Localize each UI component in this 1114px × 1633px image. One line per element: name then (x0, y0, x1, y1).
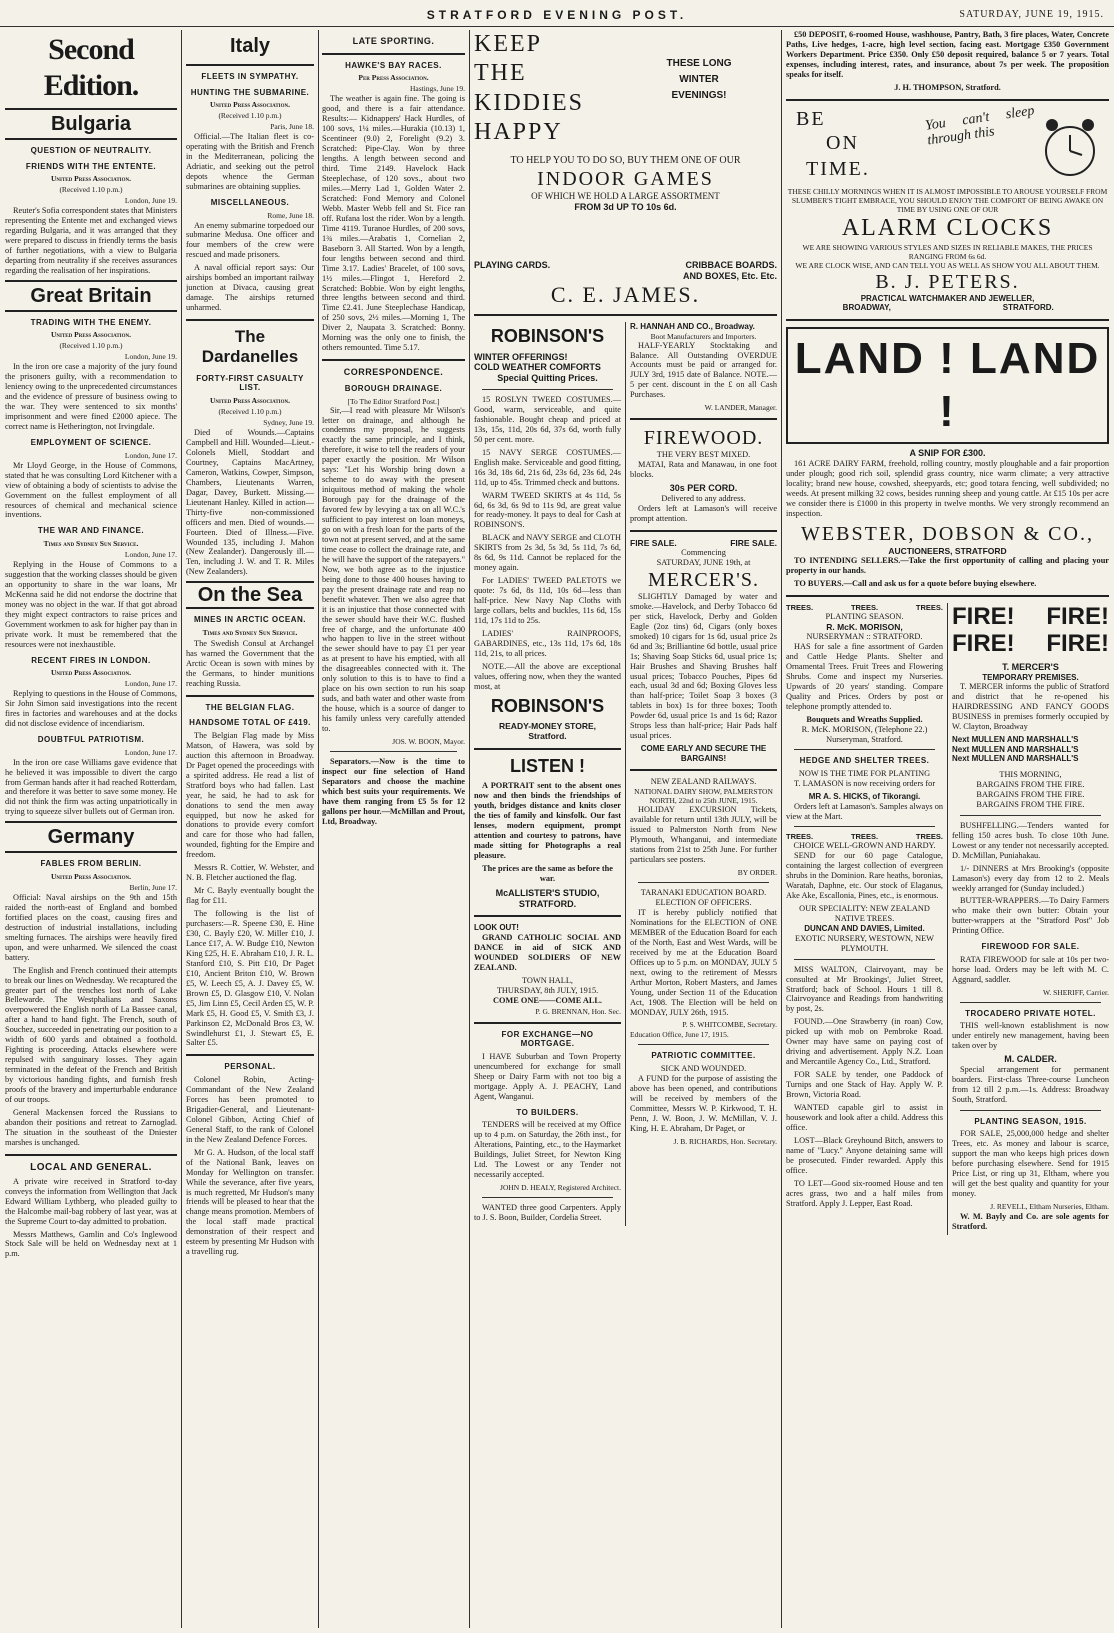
trees-send: SEND for our 60 page Catalogue, containing the largest collection of evergreen shrubs in the Dominion. Rare heaths, boronias, Waratah, Daphne, etc. Our stock of Elaganus, Ake Ake, Escallonia, Pines, etc., is enormous. (786, 851, 943, 901)
dinner-ad: 1/- DINNERS at Mrs Brooking's (opposite Lamason's) every day from 12 to 2. Meals weekly arranged for (Sunday included.) (952, 863, 1109, 893)
article-body: Replying in the House of Commons to a suggestion that the working classes should be given an opportunity to share in the war loans, Mr McKenna said he did not endorse the doctrine that money was no object in the war. If that got abroad they might expect contractors to raise prices and Government workmen to ask for higher pay than in private work. It must be remembered that the resources were not inexhaustible. (5, 560, 177, 649)
firewood-body: MATAI, Rata and Manawau, in one foot blocks. (630, 460, 777, 480)
article-body: Messrs Matthews, Gamlin and Co's Inglewood Stock Sale will be held on Wednesday next at 1 p.m. (5, 1229, 177, 1259)
bush-ad: BUSHFELLING.—Tenders wanted for felling 150 acres bush. To close 10th June. Lowest or any tender not necessarily accepted. D. McMillan, Puniahakau. (952, 820, 1109, 860)
article-body: An enemy submarine torpedoed our submarine Medusa. One officer and four members of the crew were rescued and made prisoners. (186, 220, 314, 260)
mercer-name: T. MERCER'S (1002, 662, 1059, 673)
separators-ad: Separators.—Now is the time to inspect our fine selection of Hand Separators and choose the machine which best suits your requirements. We have them ranging from £5 5s for 12 gallons per hour.—McMillan and Prout, Ltd, Broadway. (322, 757, 465, 826)
builders-heading: TO BUILDERS. (516, 1107, 579, 1117)
column-2 (186, 30, 314, 1628)
butter-ad: BUTTER-WRAPPERS.—To Dairy Farmers who make their own butter: Obtain your butter-wrappers at the "Stratford Post" Job Printing Office. (952, 896, 1109, 936)
article-body: A naval official report says: Our airships bombed an important railway junction at Divaca, causing great damage. The airships returned unharmed. (186, 263, 314, 313)
divider (186, 64, 314, 66)
land-snip: A SNIP FOR £300. (909, 448, 986, 459)
agency-line: United Press Association. (210, 396, 290, 406)
found-ad: FOUND.—One Strawberry (in roan) Cow, picked up with mob on Pembroke Road. Owner may have same on paying cost of driving and advertisement. Apply N.Z. Loan and Mercantile Agency Co., Ltd., Stratford. (786, 1017, 943, 1067)
agency-line: Times and Sydney Sun Service. (43, 539, 139, 549)
next-line: Next MULLEN AND MARSHALL'S (952, 735, 1079, 745)
lookout-body: GRAND CATHOLIC SOCIAL AND DANCE in aid of SICK AND WOUNDED SOLDIERS OF NEW ZEALAND. (474, 932, 621, 972)
hedge-now: NOW IS THE TIME FOR PLANTING (798, 769, 931, 779)
firewood-sub: THE VERY BEST MIXED. (656, 450, 751, 460)
keep-line-3: KIDDIES (474, 89, 584, 116)
article-body: The Belgian Flag made by Miss Matson, of Hawera, was sold by auction this afternoon in Broadway. Dr Paget opened the proceedings with a spirited address. He read a list of Stratford boys who had fallen. Last year, he said, he had to ask for donations to send the men away equipped, but now he asked for donations to provide every comfort and care for those who had fallen, wounded, fighting for the Empire and freedom. (186, 730, 314, 860)
italy-sub2: HUNTING THE SUBMARINE. (190, 87, 310, 97)
fire-word: FIRE! (1046, 602, 1109, 630)
divider (186, 319, 314, 321)
fire-row-2 (952, 630, 1109, 658)
webster-dobson: WEBSTER, DOBSON & CO., (801, 522, 1094, 545)
hannah-body: HALF-YEARLY Stocktaking and Balance. All Outstanding OVERDUE Accounts must be paid or arranged for. JULY 3rd, 1915 date of Balance. NOTE.—5 per cent. discount in the £ on all Cash Purchases. (630, 340, 777, 400)
robinsons-note: NOTE.—All the above are exceptional values, offering now, when they the wanted most, at (474, 661, 621, 691)
ce-james: C. E. JAMES. (550, 281, 701, 307)
divider (960, 1110, 1101, 1111)
divider (630, 769, 777, 771)
firewood-orders: Orders left at Lamason's will receive prompt attention. (630, 503, 777, 523)
firesale-body: SLIGHTLY Damaged by water and smoke.—Havelock, and Derby Tobacco 6d per stick, Havelock, Derby and Golden Eagle (2oz tins) 6d, Cigars (only boxes smoked) 10 cigars for 1s 6d, usual price 2s 6d and 3s; Brilliantine 6d bottle, usual price 1s; Shaving Soap Sticks 6d, usual price 1s; Hair Brushes and Shaving Brushes half usual prices; Tobacco Pouches, Pipes 6d each, usual 3d and 6d; Boxing Gloves less than half-price; Toilet Soap 3 boxes (3 tablets in box) 1s for three boxes; Tooth Powder 6d, usual price 1s and 1s 6d; Razor Strops less than half-price; Hair Pads half usual prices. (630, 591, 777, 741)
gb-sub3: THE WAR AND FINANCE. (37, 526, 145, 536)
peters-addr2: STRATFORD. (1002, 303, 1054, 313)
on-text: ON (826, 131, 859, 154)
exotic-nursery: EXOTIC NURSERY, WESTOWN, NEW PLYMOUTH. (795, 933, 934, 953)
keep-kiddies-ad (474, 30, 777, 260)
received-line: (Received 1.10 p.m.) (218, 111, 282, 121)
article-body: Official: Naval airships on the 9th and 15th raided the north-east of England and bombed fortified places on the coast, causing fires and destruction of industrial installations, including smelting furnaces. The airships were heavily fired upon, and were unharmed. We silenced the coast battery. (5, 892, 177, 962)
edition-heading: Second Edition. (43, 33, 139, 102)
robinsons-item: For LADIES' TWEED PALETOTS we quote: 7s 6d, 8s 11d, 10s 6d—less than half-price. New Navy Nap Cloths with large collars, belts and buckles, 11s 6d, 15s 11d, 17s 11d to 25s. (474, 576, 621, 625)
bargains-line: BARGAINS FROM THE FIRE. (976, 799, 1085, 809)
col4-left (474, 322, 625, 1226)
calder: M. CALDER. (1004, 1054, 1057, 1065)
agency-line: United Press Association. (51, 174, 131, 184)
dateline: London, June 19. (124, 196, 177, 206)
agency-line: United Press Association. (51, 668, 131, 678)
land-heading: LAND ! LAND ! (786, 327, 1109, 445)
morison-name: R. McK. MORISON, (826, 621, 903, 632)
firesale-header (630, 538, 777, 548)
next-line: Next MULLEN AND MARSHALL'S (952, 744, 1079, 754)
lookout-sign: P. G. BRENNAN, Hon. Sec. (535, 1006, 621, 1016)
hannah-sign: W. LANDER, Manager. (704, 403, 777, 413)
hannah-sub: Boot Manufacturers and Importers. (650, 331, 757, 341)
lookout-place: TOWN HALL, (521, 975, 573, 985)
morison-body: HAS for sale a fine assortment of Garden and Cattle Hedge Plants. Shelter and Ornamental Trees. Fruit Trees and Flowering Shrubs. Come and inspect my Nurseries. Upwards of 20 years' standing. Compare Quality and Prices. Orders by post or telephone promptly attended to. (786, 641, 943, 711)
trees-row (786, 603, 943, 612)
local-general-heading: LOCAL AND GENERAL. (30, 1161, 152, 1173)
cribbage: CRIBBACE BOARDS. (685, 260, 777, 270)
divider (960, 1002, 1101, 1003)
on-the-sea-heading: On the Sea (186, 581, 314, 609)
column-3 (322, 30, 465, 1628)
robinsons-line3: Special Quitting Prices. (497, 373, 598, 384)
boxes: AND BOXES, Etc. Etc. (682, 270, 777, 281)
listen-heading: LISTEN ! (510, 755, 585, 776)
article-body: Mr Lloyd George, in the House of Commons, stated that he was consulting Lord Kitchener with a view of obtaining a body of scientists to advise the Government on the fullest employment of all resources of chemical and mechanical science inventions. (5, 460, 177, 520)
land-body: 161 ACRE DAIRY FARM, freehold, rolling country, mostly ploughable and a fair proportion under plough; good rich soil, splendid grass country, nice warm climate; a very attractive locality; brand new house, cowshed, sheepyards, etc; good totara fencing, well subdivided; no weeds. At present milking 32 cows, besides running sheep and young cattle. At £15 10s per acre we consider there is £1000 in this property in twelve months. We very strongly recommend an inspection. (786, 459, 1109, 518)
article-body: Reuter's Sofia correspondent states that Ministers representing the Entente met and exchanged views regarding Bulgaria, and it was arranged that they were prepared to discuss in friendly terms the basis of further negotiations, with a view to Bulgaria departing from neutrality if she receives assurances regarding the realisation of her inspirations. (5, 206, 177, 275)
article-body: Died of Wounds.—Captains Campbell and Hill. Wounded—Lieut.-Colonels Miell, Stoddart and Courtney, Captains MacArtney, Cameron, Watkins, Cowper, Simpson, Chambers, Lieutenants Warren, Dagar, Davey, Burkett. Missing.—Lieutenant Hanley. Killed in action—Thirty-five non-commissioned officers and men. Died of wounds.—Fourteen. Died of Illness.—Five. Wounded 135, including J. Mahon (New Zealander). Dangerously ill.—Ten, including J. W. and T. R. Miles (New Zealanders). (186, 428, 314, 577)
bargains-line: BARGAINS FROM THE FIRE. (976, 789, 1085, 799)
robinsons-line2: COLD WEATHER COMFORTS (474, 362, 601, 373)
hedge-hicks: MR A. S. HICKS, of Tikorangi. (808, 791, 921, 801)
column-rule (181, 30, 182, 1628)
divider (630, 418, 777, 420)
firesale-h1: FIRE SALE. (630, 537, 677, 548)
firewood-deliv: Delivered to any address. (661, 493, 746, 503)
gb-sub1: TRADING WITH THE ENEMY. (30, 317, 152, 327)
patriotic-body: A FUND for the purpose of assisting the above has been opened, and contributions will be received by members of the Committee, Messrs W. P. Kirkwood, T. H. Penn, J. W. Boon, J. W. McMillan, V. J. King, H. E. Abraham, Dr Paget, or (630, 1074, 777, 1133)
land-intend: TO INTENDING SELLERS.—Take the first opportunity of calling and placing your property in our hands. (786, 556, 1109, 575)
article-body: Colonel Robin, Acting-Commandant of the New Zealand Forces has been promoted to Brigadier-General, and Lieutenant-Colonel Gibbon, Acting Chief of General Staff, to the rank of Colonel in the New Zealand Defence Forces. (186, 1075, 314, 1144)
divider (322, 359, 465, 361)
planting-season: PLANTING SEASON. (825, 611, 904, 621)
firewood-heading: FIREWOOD. (643, 427, 764, 450)
divider (630, 530, 777, 532)
article-body: Mr G. A. Hudson, of the local staff of the National Bank, leaves on Monday for Wellington on transfer. While the severance, after five years, is much regretted, Mr Hudson's many friends will be pleased to hear that the change means promotion. Members of the local staff made practical demonstration of their respect and esteem by presenting Mr Hudson with a travelling rug. (186, 1147, 314, 1257)
dateline: London, June 17. (124, 679, 177, 689)
morison-bouquets: Bouquets and Wreaths Supplied. (806, 714, 923, 724)
divider (786, 595, 1109, 597)
patriotic-sub: SICK AND WOUNDED. (660, 1064, 747, 1074)
listen-body: A PORTRAIT sent to the absent ones now and then binds the friendships of youth, bridges distance and knits closer the ties of family and kinsfolk. Our fast lenses, modern equipment, prompt attention and courtesy to patrons, have made sitting for Photographs a real pleasure. (474, 781, 621, 860)
agency-line: United Press Association. (51, 330, 131, 340)
borough-drainage-heading: BOROUGH DRAINAGE. (344, 383, 443, 393)
personal-heading: PERSONAL. (224, 1062, 276, 1072)
correspondence-heading: CORRESPONDENCE. (343, 367, 444, 378)
late-sporting-heading: LATE SPORTING. (352, 36, 435, 46)
time-body3: WE ARE CLOCK WISE, AND CAN TELL YOU AS WELL AS SHOW YOU ALL ABOUT THEM. (795, 260, 1100, 270)
peters-address (786, 303, 1109, 313)
gb-sub5: DOUBTFUL PATRIOTISM. (37, 735, 145, 745)
builders-body: TENDERS will be received at my Office up to 4 p.m. on Saturday, the 26th inst., for Alterations, Painting, etc., to the Haymarket Buildings, Juliet Street, for Newton King Ltd. The Lowest or any Tender not necessarily accepted. (474, 1120, 621, 1179)
bulgaria-sub2: FRIENDS WITH THE ENTENTE. (25, 161, 157, 171)
col5-left (786, 603, 947, 1235)
col5-two-column (786, 603, 1109, 1235)
germany-heading: Germany (5, 821, 177, 853)
divider (482, 389, 613, 390)
forsale-ad: FOR SALE by tender, one Paddock of Turnips and one Stack of Hay. Apply W. P. Brown, Victoria Road. (786, 1070, 943, 1100)
bargains-line: BARGAINS FROM THE FIRE. (976, 779, 1085, 789)
trees-label: TREES. (850, 832, 879, 842)
dateline: London, June 19. (124, 352, 177, 362)
received-line: (Received 1.10 p.m.) (59, 185, 123, 195)
keep-help: TO HELP YOU TO DO SO, BUY THEM ONE OF OUR (510, 155, 741, 167)
keep-assortment: OF WHICH WE HOLD A LARGE ASSORTMENT (531, 191, 720, 202)
misc-heading: MISCELLANEOUS. (210, 197, 290, 207)
taranaki-sub: ELECTION OF OFFICERS. (655, 898, 752, 908)
railways-sign: BY ORDER. (737, 868, 777, 878)
peters-trade: PRACTICAL WATCHMAKER AND JEWELLER, (860, 293, 1035, 303)
robinsons-store: ROBINSON'S (490, 695, 605, 716)
signature: JOS. W. BOON, Mayor. (392, 737, 465, 747)
lookout-come: COME ONE——COME ALL. (492, 995, 603, 1005)
divider (638, 882, 769, 883)
dateline: Sydney, June 19. (263, 418, 314, 428)
trees-row (786, 832, 943, 841)
hawkes-bay-heading: HAWKE'S BAY RACES. (345, 60, 442, 70)
peters-addr1: BROADWAY, (842, 303, 891, 313)
column-rule (469, 30, 470, 1628)
agency-line: United Press Association. (51, 871, 131, 881)
wanted-ad: WANTED capable girl to assist in housework and look after a child. Address this office. (786, 1103, 943, 1132)
bulgaria-heading: Bulgaria (5, 108, 177, 140)
belgian-heading: THE BELGIAN FLAG. (205, 702, 295, 712)
column-rule (318, 30, 319, 1628)
robinsons-item: WARM TWEED SKIRTS at 4s 11d, 5s 6d, 6s 3d, 6s 9d to 11s 9d, are great value for ready-money. It pays to deal for Cash at ROBINSON'S. (474, 490, 621, 530)
dateline: London, June 17. (124, 747, 177, 757)
divider (786, 319, 1109, 321)
taranaki-heading: TARANAKI EDUCATION BOARD. (640, 888, 767, 898)
rata-ad: RATA FIREWOOD for sale at 10s per two-horse load. Orders may be left with M. C. Aggnard, saddler. (952, 954, 1109, 984)
script-caption: You can't sleep through this (924, 103, 1036, 149)
gb-sub2: EMPLOYMENT OF SCIENCE. (30, 438, 152, 448)
firesale-comm: Commencing (681, 548, 726, 557)
article-body: The following is the list of purchasers:—R. Speene £30, E. Hine £30, C. Bayly £20, W. Miller £10, J. Lance £17, A. W. Budge £10, Newton King £25, H. E. Abraham £10, J. R. L. Stanford £10, S. Pitt £10, Dr Paget £10, Ancient Briton £10, W. Brown £5, W. Leech £5, A. J. Davey £5, W. Brown £5, D. Glasgow £10, V. Nolan £5, Jim Linn £5, Cecil Arden £5, W. P. Mark £5, H. Good £5, V. Smith £3, J. Parkinson £2, McDonald Bros £3, W. Swindlehurst £1, J. Stewart £5, E. Salter £5. (186, 909, 314, 1048)
morison-trade: NURSERYMAN :: STRATFORD. (806, 632, 923, 641)
divider (186, 695, 314, 697)
col5-right (947, 603, 1109, 1235)
firesale-come: COME EARLY AND SECURE THE BARGAINS! (640, 744, 767, 763)
thompson-sign: J. H. THOMPSON, Stratford. (894, 82, 1001, 92)
masthead-date: SATURDAY, JUNE 19, 1915. (959, 9, 1104, 20)
mercers: MERCER'S. (648, 568, 759, 591)
sea-sub1: MINES IN ARCTIC OCEAN. (193, 615, 307, 625)
exchange-heading: FOR EXCHANGE—NO MORTGAGE. (501, 1029, 594, 1049)
time-text: TIME. (806, 157, 870, 180)
divider (786, 99, 1109, 101)
to-editor: [To The Editor Stratford Post.] (347, 396, 440, 406)
taranaki-body: IT is hereby publicly notified that Nominations for the ELECTION of ONE MEMBER of the Education Board for each of the North, East and West Wards, will be received by me at the Education Board Offices up to 5 p.m. on MONDAY, JULY 5 next, owing to the retirement of Messrs Arthur Morton, Robert Masters, and James Young, under Section 11 of the Education Act, 1908. The Election will be held on MONDAY, JULY 26th, 1915. (630, 907, 777, 1017)
divider (322, 53, 465, 55)
trees-label: TREES. (915, 602, 943, 612)
firewood-sale-heading: FIREWOOD FOR SALE. (981, 942, 1080, 952)
railways-body: HOLIDAY EXCURSION Tickets, available for return until 13th JULY, will be issued to Palmerston North from New Plymouth, Whanganui, and intermediate stations from 21st to 25th June. For further particulars see posters. (630, 805, 777, 865)
letter-body: Sir,—I read with pleasure Mr Wilson's letter on drainage, and although he condemns my proposal, he suggests exactly the same principle, and I think, therefore, it wise to tell the readers of your paper exactly the position. Mr Wilson says: "Let his Worship bring down a scheme to do away with the present iniquitous method of making the whole Borough pay for the drainage of the favored few by levying a tax on all W.C.'s sufficient to pay interest on loan moneys, go on with a fresh loan for the parts of the town not at present served, and at the same time cease to collect the drainage rate, and he will have the support of the ratepayers." Now, we both agree as to the injustice being done to those 400 houses having to pay the present drainage rate and reap no benefit whatever. Then we also agree that it is an injustice that those connected with the sewer should have their W.C. flushed free of charge, and the unfortunate 400 who happen to live in the street without the sewer should have to pay £1 per year as at present to have his emptied, with all the disagreeables connected with it. The only solution to this is to have to find a place on his own section to run his soap suds, and bath water and other waste from the house, which is a source of danger to his family unless very carefully attended to. (322, 405, 465, 734)
playing-cards: PLAYING CARDS. (474, 260, 551, 270)
article-body: The English and French continued their attempts to break our lines on Wednesday. We recaptured the greater part of the trenches lost north of Lake Bellewarde. The Westphalians and Saxons overpowered the English north of La Bassee canal, after a hand to hand fight. The French, south of Souchez, succeeded in penetrating our position to a width of 600 yards and obtained a foothold. Fighting is proceeding. Attacks elsewhere were repulsed with sanguinary losses. They again terminated in the defeat of the French and British by victorious handing fights, and furnish fresh proofs of the bravery and imperturbable endurance of our troops. (5, 965, 177, 1104)
hedge-lamason: T. LAMASON is now receiving orders for (794, 779, 936, 789)
be-text: BE (796, 107, 826, 130)
sheriff-sign: W. SHERIFF, Carrier. (1043, 987, 1109, 997)
revell-ad: FOR SALE, 25,000,000 hedge and shelter Trees, etc. As money and labour is scarce, support the man who keeps high prices down before purchasing elsewhere. Send for 1915 Price List, or ring up 31, Eltham, where you will get the best quality and quantity for your money. (952, 1129, 1109, 1199)
robinsons-heading: ROBINSON'S (490, 325, 605, 346)
railways-heading: NEW ZEALAND RAILWAYS. (650, 777, 757, 787)
duncan-davies: DUNCAN AND DAVIES, Limited. (804, 924, 925, 934)
robinsons-line1: WINTER OFFERINGS! (474, 351, 568, 362)
keep-line-4: HAPPY (474, 118, 563, 145)
trees-label: TREES. (786, 602, 814, 612)
great-britain-heading: Great Britain (5, 280, 177, 312)
robinsons-store2: READY-MONEY STORE, (499, 721, 596, 732)
divider (330, 751, 457, 752)
trees-label: TREES. (915, 832, 943, 842)
article-body: The Swedish Consul at Archangel has warned the Government that the Arctic Ocean is sown with mines by the Germans, to hinder munitions reaching Russia. (186, 638, 314, 688)
divider (474, 314, 777, 316)
listen-studio: McALLISTER'S STUDIO, (495, 887, 600, 898)
deposit-ad: £50 DEPOSIT, 6-roomed House, washhouse, Pantry, Bath, 3 fire places, Water, Concrete Paths, Live hedges, 1-acre, high level section, facing east. Mortgage £350 Government Workers Department. Price £350. Only £50 deposit required, balance 5 or 7 years. Total expenses, including interest, rates, and insurance, about 7s per week. The proposition speaks for itself. (786, 30, 1109, 79)
italy-sub1: FLEETS IN SYMPATHY. (201, 72, 299, 81)
divider (474, 748, 621, 750)
article-body: Mr C. Bayly eventually bought the flag for £11. (186, 886, 314, 906)
belgian-sub1: HANDSOME TOTAL OF £419. (189, 718, 311, 728)
keep-line-1: KEEP (474, 31, 542, 57)
article-body: In the iron ore case Williams gave evidence that he believed it was impossible to divert the cargo from German hands after it had reached Rotterdam, and therefore it was better to save some money. He did not think the firm was acting unpatriotically in trying to squeeze silver bullets out of German iron. (5, 757, 177, 817)
article-body: General Mackensen forced the Russians to abandon their positions and retreat to Zarnoglad. The situation in the southeast of the Dniester marshes is unchanged. (5, 1107, 177, 1147)
morison-sign: R. McK. MORISON, (Telephone 22.) Nurseryman, Stratford. (801, 724, 928, 744)
divider (794, 826, 935, 827)
be-on-time-ad (786, 103, 1109, 187)
keep-price: FROM 3d UP TO 10s 6d. (574, 201, 677, 212)
hedge-orders: Orders left at Lamason's. Samples always on view at the Mart. (786, 801, 943, 821)
hannah-heading: R. HANNAH AND CO., Broadway. (630, 321, 755, 331)
column-rule (781, 30, 782, 1628)
fire-word: FIRE! (952, 630, 1015, 658)
robinsons-town: Stratford. (528, 731, 567, 742)
divider (5, 1154, 177, 1156)
trocadero-body2: Special arrangement for permanent boarders. First-class Three-course Luncheon from 12 till 2 p.m.—1s. Address: Broadway South, Stratford. (952, 1064, 1109, 1104)
article-body: Official.—The Italian fleet is co-operating with the British and French in the Mediterranean, policing the Adriatic, and seeking out the petrol depots whence the German submarines are obtaining supplies. (186, 132, 314, 191)
taranaki-office: Education Office, June 17, 1915. (630, 1030, 729, 1040)
received-line: (Received 1.10 p.m.) (218, 407, 282, 417)
planting-1915: PLANTING SEASON, 1915. (974, 1116, 1087, 1126)
trees-choice: CHOICE WELL-GROWN AND HARDY. (793, 841, 936, 851)
wanted-ad: WANTED three good Carpenters. Apply to J. S. Boon, Builder, Cordelia Street. (474, 1202, 621, 1222)
trocadero-heading: TROCADERO PRIVATE HOTEL. (965, 1008, 1096, 1018)
listen-town: STRATFORD. (518, 898, 577, 909)
column-5 (786, 30, 1109, 1628)
divider (474, 1022, 621, 1024)
bayly-ad: W. M. Bayly and Co. are sole agents for Stratford. (952, 1212, 1109, 1232)
divider (794, 959, 935, 960)
article-body: Replying to questions in the House of Commons, Sir John Simon said investigations into the recent fires in factories and warehouses and at the docks did not disclose evidence of incendiarism. (5, 689, 177, 729)
firesale-h2: FIRE SALE. (730, 537, 777, 548)
column-4 (474, 30, 777, 1628)
next-line: Next MULLEN AND MARSHALL'S (952, 754, 1079, 764)
mercer-temp: TEMPORARY PREMISES. (982, 672, 1079, 682)
builders-sign: JOHN D. HEALY, Registered Architect. (500, 1182, 621, 1192)
fire-word: FIRE! (1046, 630, 1109, 658)
mercer-body: T. MERCER informs the public of Stratford and district that he re-opened his HAIRDRESSING AND FANCY GOODS BUSINESS in premises formerly occupied by W. Clayton, Broadway (952, 682, 1109, 732)
robinsons-item: LADIES' RAINPROOFS, GABARDINES, etc., 13s 11d, 17s 6d, 18s 11d, 21s, to all prices. (474, 628, 621, 658)
bulgaria-sub1: QUESTION OF NEUTRALITY. (30, 146, 152, 155)
dateline: London, June 17. (124, 550, 177, 560)
robinsons-item: BLACK and NAVY SERGE and CLOTH SKIRTS from 2s 3d, 5s 3d, 5s 11d, 7s 6d, 8s 6d, 9s 11d. Cannot be replaced for the money again. (474, 533, 621, 573)
gb-sub4: RECENT FIRES IN LONDON. (31, 655, 151, 665)
hedge-heading: HEDGE AND SHELTER TREES. (799, 756, 930, 766)
firewood-price: 30s PER CORD. (669, 483, 738, 494)
germany-sub1: FABLES FROM BERLIN. (40, 859, 142, 869)
patriotic-heading: PATRIOTIC COMMITTEE. (651, 1051, 756, 1061)
walton-ad: MISS WALTON, Clairvoyant, may be consulted at Mr Brookings', Juliet Street, Stratford; back of School. Hours 1 till 8. Clairvoyance and Readings from handwriting by post, 2s. (786, 964, 943, 1014)
keep-extras (474, 260, 777, 271)
masthead (0, 0, 1114, 27)
robinsons-item: 15 ROSLYN TWEED COSTUMES.—Good, warm, serviceable, and quite fashionable. Bought cheap and priced at 13s, 15s, 11d, 20s 6d, 37s 6d, worth fully 50 per cent. more. (474, 394, 621, 444)
italy-heading: Italy (229, 35, 271, 57)
lost-ad: LOST—Black Greyhound Bitch, answers to name of "Lucy." Anyone detaining same will be prosecuted. Finder rewarded. Apply this office. (786, 1135, 943, 1175)
divider (638, 1044, 769, 1045)
lookout-date: THURSDAY, 8th JULY, 1915. (496, 985, 599, 995)
article-body: A private wire received in Stratford to-day conveys the information from Wellington that Jack Edward William Lythberg, who pleaded guilty to the Halcombe mail-bag robbery of last year, was at the Supreme Court to-day admitted to probation. (5, 1176, 177, 1226)
railways-sub: NATIONAL DAIRY SHOW, PALMERSTON NORTH, 22nd to 25th JUNE, 1915. (634, 787, 773, 806)
robinsons-item: 15 NAVY SERGE COSTUMES.—English make. Serviceable and good fitting, 16s 3d, 18s 6d, 21s 6d, 23s 6d, 23s 6d, 24s 11d, up to 45s. Trimmed check and buttons. (474, 447, 621, 487)
trocadero-body: THIS well-known establishment is now under entirely new management, having been taken over by (952, 1021, 1109, 1051)
masthead-title: STRATFORD EVENING POST. (426, 8, 688, 22)
dateline: Hastings, June 19. (410, 84, 465, 94)
agency-line: Per Press Association. (358, 73, 429, 83)
firesale-date: SATURDAY, JUNE 19th, at (656, 557, 751, 567)
dateline: Paris, June 18. (270, 122, 314, 132)
keep-line-2: THE (474, 60, 527, 87)
trees-label: TREES. (850, 602, 879, 612)
article-body: The weather is again fine. The going is good, and there is a fair attendance. Results:— Kidnappers' Hack Hurdles, of 100 sovs, 1¼ miles.—Hurakia (10.13) 1, Scentineer (9.0) 2, Forelight (9.2) 3. Scratched: Pipe-Clay. Won by three lengths. A length between second and third. Time 2149. Havelock Hack Steeplechase, of 120 sovs., about two miles.—Merry Lad 1, Golden Water 2. Scratched: Fond Memory and Colonel Webb. Master Webb fell and St. Fice ran off. Rufana lost the rider. Won by a length. Time 4119. Turanoe Hurdles, of 200 sovs, 1¾ miles.—Arabatis 1, Cornelian 2, Baseborn 3. All Started. Won by a length, four lengths between second and third. Time 3.17. Ladies' Bracelet, of 100 sovs, 1½ miles.—Flingot 1, Hereford 2. Scratched: Bobbie. Won by eight lengths, three lengths between second and third. Time £2.41. June Steeplechase Handicap, of 250 sovs, 2½ miles.—Morning 1, The Diver 2, Naupata 3. Scratched: Bonny. Morning was the only one to finish, the others remounted. Time 5.17. (322, 94, 465, 353)
dardanelles-heading: The Dardanelles (201, 327, 299, 367)
keep-side-text: THESE LONG WINTER EVENINGS! (666, 58, 732, 101)
divider (794, 749, 935, 750)
dateline: Rome, June 18. (267, 210, 314, 220)
trees-label: TREES. (786, 832, 814, 842)
patriotic-sign: J. B. RICHARDS, Hon. Secretary. (673, 1136, 777, 1146)
listen-prices: The prices are the same as before the war. (482, 863, 613, 883)
taranaki-sign: P. S. WHITCOMBE, Secretary. (682, 1020, 777, 1030)
time-body: THESE CHILLY MORNINGS WHEN IT IS ALMOST IMPOSSIBLE TO AROUSE YOURSELF FROM SLUMBER'S TIGHT EMBRACE, YOU SHOULD ENJOY THE COMFORT OF BEING AWAKE ON TIME BY USING ONE OF OUR (787, 186, 1108, 214)
tolet-ad: TO LET—Good six-roomed House and ten acres grass, two and a half miles from Stratford. Apply J. Lepper, East Road. (786, 1178, 943, 1208)
divider (474, 915, 621, 917)
alarm-clocks: ALARM CLOCKS (841, 214, 1054, 241)
divider (186, 1054, 314, 1056)
article-body: In the iron ore case a majority of the jury found the prisoners guilty, with a recommendation to leniency owing to the unprecedented circumstances and the evidence of pressure of business owing to the war. They were sentenced to six months' imprisonment and were fined £2000 apiece. The correct name is Hetherington, not Irvingdale. (5, 362, 177, 432)
exchange-body: I HAVE Suburban and Town Property unencumbered for exchange for small Sheep or Dairy Farm with not too big a mortgage. Apply A. J. PEACHY, Land Agent, Wanganui. (474, 1051, 621, 1101)
fire-word: FIRE! (952, 602, 1015, 630)
article-body: Messrs R. Cottier, W. Webster, and N. B. Fletcher auctioned the flag. (186, 863, 314, 883)
agency-line: United Press Association. (210, 100, 290, 110)
dateline: London, June 17. (124, 450, 177, 460)
this-morning: THIS MORNING, (999, 769, 1062, 779)
divider (960, 815, 1101, 816)
col4-right (625, 322, 777, 1226)
webster-auctioneers: AUCTIONEERS, STRATFORD (888, 545, 1007, 556)
revell-sign: J. REVELL, Eltham Nurseries, Eltham. (990, 1202, 1109, 1212)
dateline: Berlin, June 17. (129, 882, 177, 892)
column-1 (5, 30, 177, 1628)
col4-two-column (474, 322, 777, 1226)
land-buyers: TO BUYERS.—Call and ask us for a quote before buying elsewhere. (794, 578, 1037, 588)
dard-sub1: FORTY-FIRST CASUALTY LIST. (196, 373, 304, 393)
agency-line: Times and Sydney Sun Service. (202, 627, 298, 637)
indoor-games: INDOOR GAMES (537, 168, 714, 191)
divider (482, 1197, 613, 1198)
received-line: (Received 1.10 p.m.) (59, 341, 123, 351)
lookout-head: LOOK OUT! (474, 923, 519, 933)
time-body2: WE ARE SHOWING VARIOUS STYLES AND SIZES IN RELIABLE MAKES, THE PRICES RANGING FROM 6s 6d. (802, 242, 1093, 261)
bj-peters: B. J. PETERS. (875, 270, 1020, 293)
fire-row-1 (952, 603, 1109, 631)
trees-spec: OUR SPECIALITY: NEW ZEALAND NATIVE TREES. (799, 904, 930, 924)
